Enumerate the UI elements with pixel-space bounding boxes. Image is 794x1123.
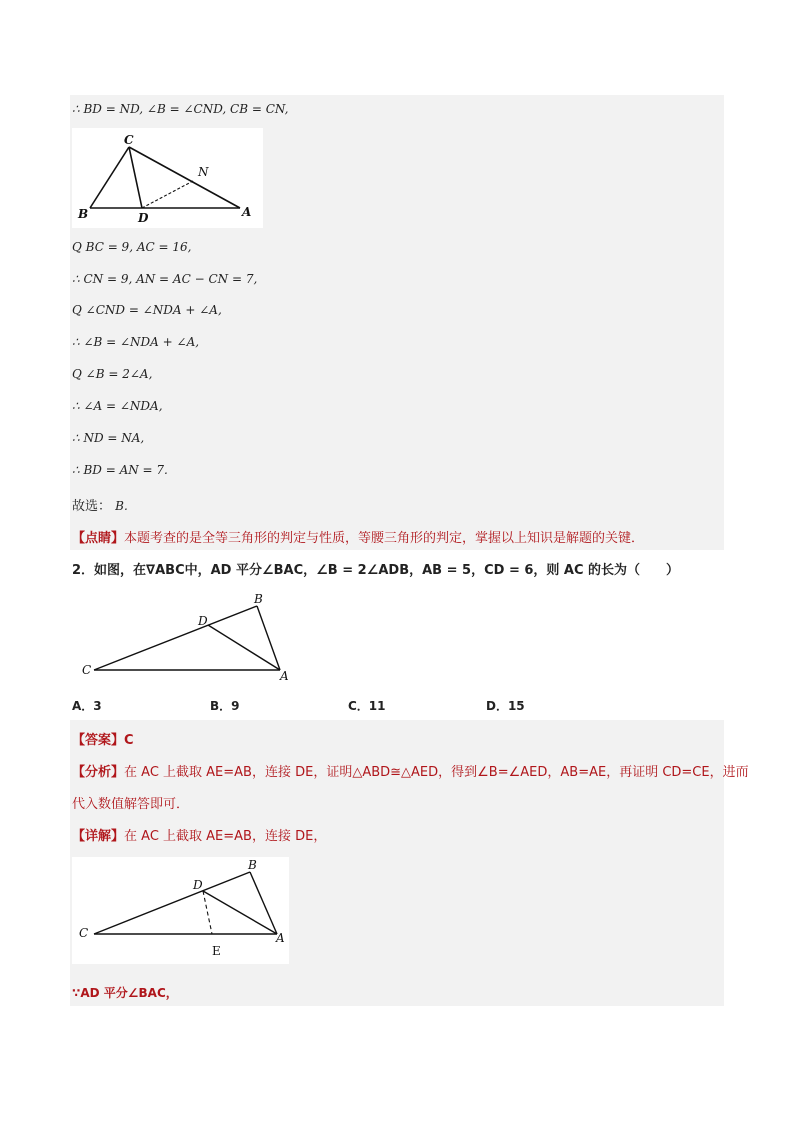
fig1-label-n: N (198, 165, 209, 179)
question-2-number: 2． (72, 563, 95, 578)
solution-line-6: Q ∠B = 2∠A, (72, 367, 153, 381)
fig2-label-c: C (82, 663, 92, 677)
solution-line-1: ∴ BD = ND, ∠B = ∠CND, CB = CN, (72, 102, 289, 116)
fig1-label-d: D (138, 211, 149, 225)
analysis-line-1 (72, 761, 749, 780)
answer-tag: 【答案】 (72, 733, 125, 748)
fig1-label-c: C (124, 133, 134, 147)
solution-line-5: ∴ ∠B = ∠NDA + ∠A, (72, 335, 200, 349)
answer-line (72, 729, 134, 748)
fig3-segment-de (203, 891, 212, 934)
fig2-side-cb (94, 606, 257, 670)
solution-line-4: Q ∠CND = ∠NDA + ∠A, (72, 303, 222, 317)
figure-1 (72, 128, 263, 228)
detail-tag: 【详解】 (72, 829, 125, 844)
fig1-label-a: A (242, 205, 252, 219)
comment-line (72, 527, 644, 546)
comment-text: 本题考查的是全等三角形的判定与性质，等腰三角形的判定，掌握以上知识是解题的关键． (124, 531, 645, 546)
fig2-side-ba (257, 606, 280, 670)
option-a: A．3 (72, 699, 102, 713)
fig3-side-cb (94, 872, 250, 934)
last-line: ∵AD 平分∠BAC， (72, 986, 178, 1000)
figure-3-svg (72, 857, 289, 964)
solution-line-3: ∴ CN = 9, AN = AC − CN = 7, (72, 272, 258, 286)
fig1-segment-dn (142, 181, 193, 208)
final-choice-label: 故选： (72, 499, 112, 514)
fig1-side-ca (129, 147, 240, 208)
solution-line-2: Q BC = 9, AC = 16, (72, 240, 192, 254)
solution-line-8: ∴ ND = NA, (72, 431, 145, 445)
question-2-text: 如图，在∇ABC中，AD 平分∠BAC，∠B = 2∠ADB，AB = 5，CD = 6，则 AC 的长为（ ） (94, 563, 680, 578)
fig3-segment-ad (203, 891, 277, 934)
fig2-segment-ad (208, 625, 280, 670)
fig1-segment-cd (129, 147, 142, 208)
figure-2-svg (72, 588, 302, 684)
option-c: C．11 (348, 699, 386, 713)
fig3-label-e: E (212, 944, 221, 958)
fig3-label-c: C (79, 926, 89, 940)
solution-line-9: ∴ BD = AN = 7. (72, 463, 168, 477)
fig3-side-ba (250, 872, 277, 934)
fig2-label-b: B (254, 592, 263, 606)
fig3-label-a: A (276, 931, 285, 945)
figure-3 (72, 857, 289, 964)
fig3-label-d: D (193, 878, 203, 892)
figure-2 (72, 588, 302, 684)
analysis-text-1: 在 AC 上截取 AE=AB，连接 DE，证明△ABD≅△AED，得到∠B=∠AED，AB=AE，再证明 CD=CE，进而 (124, 765, 749, 780)
analysis-tag: 【分析】 (72, 765, 125, 780)
option-d: D．15 (486, 699, 525, 713)
final-choice-value: B. (115, 499, 128, 513)
solution-line-7: ∴ ∠A = ∠NDA, (72, 399, 163, 413)
fig2-label-d: D (198, 614, 208, 628)
figure-1-svg (72, 128, 263, 228)
question-2 (72, 559, 679, 578)
option-b: B．9 (210, 699, 240, 713)
fig2-label-a: A (280, 669, 289, 683)
fig1-label-b: B (78, 207, 89, 221)
fig1-side-bc (90, 147, 129, 208)
answer-value: C (124, 733, 134, 748)
analysis-line-2: 代入数值解答即可． (72, 797, 190, 812)
comment-tag: 【点睛】 (72, 531, 125, 546)
detail-text: 在 AC 上截取 AE=AB，连接 DE， (124, 829, 327, 844)
detail-line (72, 825, 326, 844)
final-choice (72, 495, 128, 514)
fig3-label-b: B (248, 858, 257, 872)
